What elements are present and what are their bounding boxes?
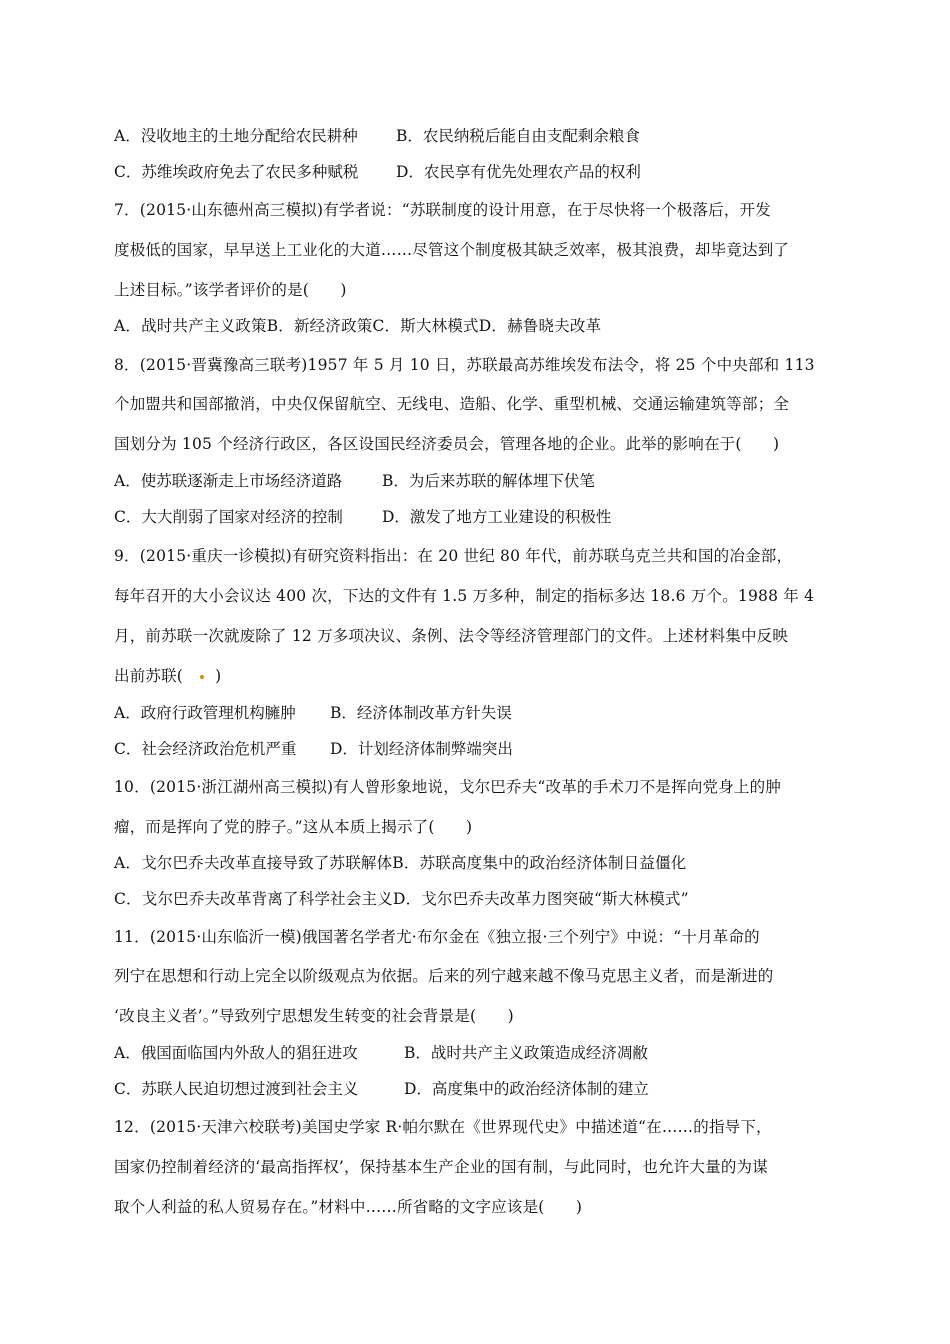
q9-line-1: 9．(2015·重庆一诊模拟)有研究资料指出：在 20 世纪 80 年代，前苏联乌克兰共和国的冶金部， — [114, 547, 793, 565]
q7-options: A．战时共产主义政策B．新经济政策C．斯大林模式D．赫鲁晓夫改革 — [114, 317, 602, 335]
q7-line-2: 度极低的国家，早早送上工业化的大道……尽管这个制度极其缺乏效率，极其浪费，却毕竟达到了 — [114, 241, 790, 259]
q9-line-4-start: 出前苏联( — [114, 667, 184, 685]
q11-line-3: ‘改良主义者’。”导致列宁思想发生转变的社会背景是( ) — [114, 1007, 514, 1025]
q9-line-3: 月，前苏联一次就废除了 12 万多项决议、条例、法令等经济管理部门的文件。上述材料集中反映 — [114, 627, 789, 645]
q9-options-row1 — [114, 703, 512, 723]
q11-line-1: 11．(2015·山东临沂一模)俄国著名学者尤·布尔金在《独立报·三个列宁》中说：“十月革命的 — [114, 928, 760, 946]
q11-option-a: A．俄国面临国内外敌人的猖狂进攻 — [114, 1044, 358, 1062]
q9-option-b: B．经济体制改革方针失误 — [330, 704, 512, 722]
q9-line-4-end: ) — [215, 667, 222, 685]
q8-line-1: 8．(2015·晋冀豫高三联考)1957 年 5 月 10 日，苏联最高苏维埃发布法令，将 25 个中央部和 113 — [114, 356, 815, 374]
answer-dot-mark — [200, 675, 204, 679]
q12-line-2: 国家仍控制着经济的‘最高指挥权’，保持基本生产企业的国有制，与此同时，也允许大量的为谋 — [114, 1158, 768, 1176]
q12-line-1: 12．(2015·天津六校联考)美国史学家 R·帕尔默在《世界现代史》中描述道“在……的指导下， — [114, 1118, 772, 1136]
q6-options-row2 — [114, 162, 641, 182]
q8-line-3: 国划分为 105 个经济行政区，各区设国民经济委员会，管理各地的企业。此举的影响在于( ) — [114, 435, 780, 453]
q9-option-c: C．社会经济政治危机严重 — [114, 740, 297, 758]
q11-line-2: 列宁在思想和行动上完全以阶级观点为依据。后来的列宁越来越不像马克思主义者，而是渐进的 — [114, 967, 774, 985]
q6-option-a: A．没收地主的土地分配给农民耕种 — [114, 127, 358, 145]
q7-line-3: 上述目标。”该学者评价的是( ) — [114, 281, 347, 299]
q8-option-c: C．大大削弱了国家对经济的控制 — [114, 508, 343, 526]
q12-line-3: 取个人利益的私人贸易存在。”材料中……所省略的文字应该是( ) — [114, 1198, 583, 1216]
q9-line-4 — [114, 666, 221, 686]
q6-option-d: D．农民享有优先处理农产品的权利 — [396, 163, 641, 181]
q8-options-row1 — [114, 471, 595, 491]
q7-line-1: 7．(2015·山东德州高三模拟)有学者说：“苏联制度的设计用意，在于尽快将一个极落后，开发 — [114, 201, 771, 219]
q9-options-row2 — [114, 739, 513, 759]
q11-options-row1 — [114, 1043, 648, 1063]
q11-option-b: B．战时共产主义政策造成经济凋敝 — [404, 1044, 648, 1062]
q8-line-2: 个加盟共和国部撤消，中央仅保留航空、无线电、造船、化学、重型机械、交通运输建筑等部；全 — [114, 395, 790, 413]
q10-options-row1: A．戈尔巴乔夫改革直接导致了苏联解体B．苏联高度集中的政治经济体制日益僵化 — [114, 854, 687, 872]
q10-line-2: 瘤，而是挥向了党的脖子。”这从本质上揭示了( ) — [114, 818, 473, 836]
q6-option-c: C．苏维埃政府免去了农民多种赋税 — [114, 163, 359, 181]
q9-option-d: D．计划经济体制弊端突出 — [330, 740, 513, 758]
q6-options-row1 — [114, 126, 640, 146]
q8-option-a: A．使苏联逐渐走上市场经济道路 — [114, 472, 343, 490]
q10-line-1: 10．(2015·浙江湖州高三模拟)有人曾形象地说，戈尔巴乔夫“改革的手术刀不是挥向党身上的肿 — [114, 778, 782, 796]
q9-line-2: 每年召开的大小会议达 400 次，下达的文件有 1.5 万多种，制定的指标多达 18.6 万个。1988 年 4 — [114, 587, 815, 605]
q8-option-b: B．为后来苏联的解体埋下伏笔 — [382, 472, 595, 490]
q9-option-a: A．政府行政管理机构臃肿 — [114, 704, 296, 722]
q6-option-b: B．农民纳税后能自由支配剩余粮食 — [396, 127, 640, 145]
q10-options-row2: C．戈尔巴乔夫改革背离了科学社会主义D．戈尔巴乔夫改革力图突破“斯大林模式” — [114, 890, 689, 908]
q8-options-row2 — [114, 507, 611, 527]
q8-option-d: D．激发了地方工业建设的积极性 — [382, 508, 612, 526]
q11-option-c: C．苏联人民迫切想过渡到社会主义 — [114, 1080, 359, 1098]
q11-option-d: D．高度集中的政治经济体制的建立 — [404, 1080, 649, 1098]
q11-options-row2 — [114, 1079, 649, 1099]
